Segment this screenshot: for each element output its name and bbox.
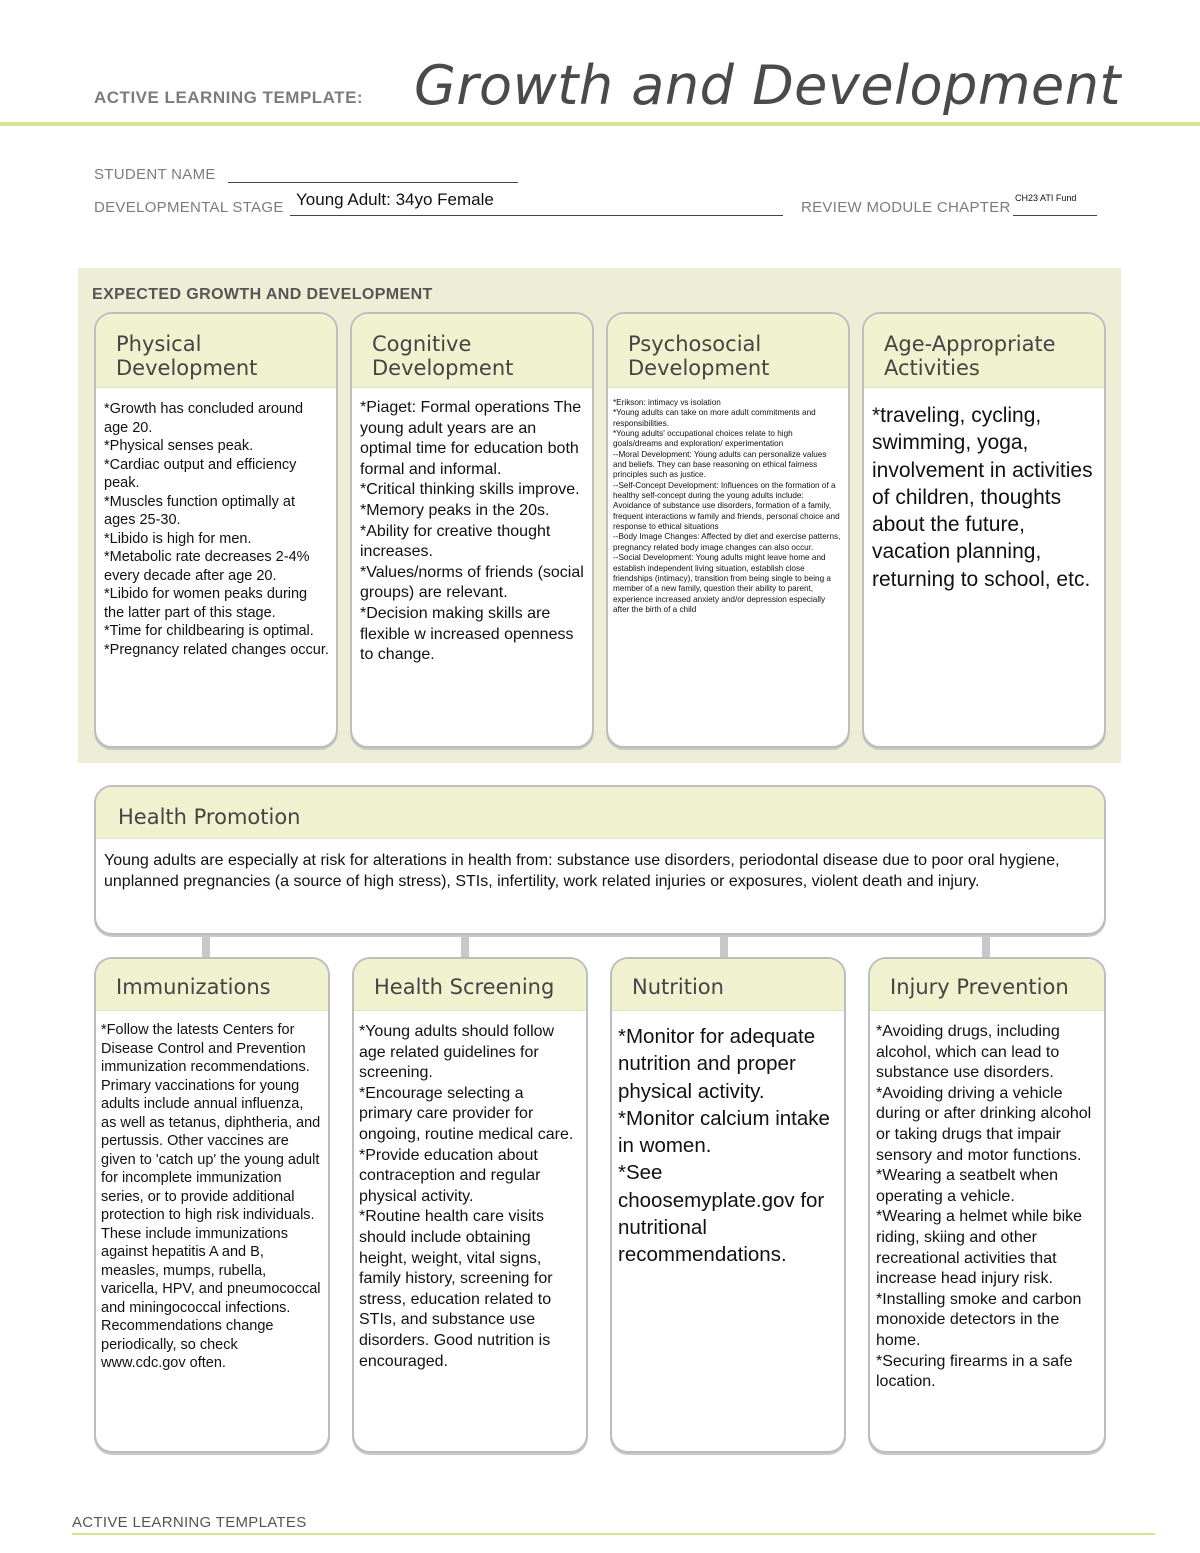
activities-title-line2: Activities [884,356,980,380]
student-name-field[interactable] [228,166,518,183]
injury-prevention-body[interactable] [870,1011,1104,1393]
cognitive-item: *Values/norms of friends (social groups) are relevant. [360,563,589,602]
health-screening-body[interactable] [354,1011,586,1372]
cognitive-item: *Piaget: Formal operations The young adult years are an optimal time for education both formal and informal. [360,399,586,478]
connector [720,935,728,959]
connector [202,935,210,959]
nutrition-header: Nutrition [612,959,844,1011]
health-promotion-body[interactable]: Young adults are especially at risk for alterations in health from: substance use disorders, periodontal disease due to poor oral hygiene, unplanned pregnancies (a source of high stress), STIs, infertility, work related injuries or exposures, violent death and injury. [104,852,1060,890]
psychosocial-development-card [606,312,850,748]
expected-section-title: EXPECTED GROWTH AND DEVELOPMENT [92,286,433,303]
cognitive-item: *Critical thinking skills improve. [360,481,580,499]
psychosocial-item: *Young adults can take on more adult commitments and responsibilities. [613,408,818,428]
cognitive-title-line1: Cognitive [372,332,472,356]
physical-title-line2: Development [116,356,258,380]
physical-development-header [96,314,336,388]
nutrition-body[interactable] [612,1011,844,1269]
injury-item: *Installing smoke and carbon monoxide detectors in the home. [876,1290,1086,1349]
cognitive-item: *Memory peaks in the 20s. [360,501,550,519]
physical-item: *Metabolic rate decreases 2-4% every decade after age 20. [104,549,318,584]
injury-item: *Avoiding driving a vehicle during or after drinking alcohol or taking drugs that impair sensory and motor functions. [876,1084,1096,1164]
injury-item: *Avoiding drugs, including alcohol, which can lead to substance use disorders. [876,1023,1065,1082]
connector [461,935,469,959]
physical-item: *Libido for women peaks during the latter part of this stage. [104,586,312,621]
physical-item: *Muscles function optimally at ages 25-30. [104,493,300,528]
health-promotion-card [94,785,1106,935]
activities-text: *traveling, cycling, swimming, yoga, involvement in activities of children, thoughts about the future, vacation planning, returning to school, etc. [872,404,1099,591]
age-appropriate-activities-card [862,312,1106,748]
cognitive-title-line2: Development [372,356,514,380]
screening-item: *Encourage selecting a primary care provider for ongoing, routine medical care. [359,1084,574,1143]
header-divider [0,122,1200,126]
nutrition-item: *See choosemyplate.gov for nutritional recommendations. [618,1161,830,1267]
cognitive-development-body[interactable] [352,388,592,666]
injury-item: *Wearing a helmet while bike riding, skiing and other recreational activities that increase head injury risk. [876,1208,1087,1288]
developmental-stage-label: DEVELOPMENTAL STAGE [94,199,284,216]
psychosocial-development-header [608,314,848,388]
immunizations-header: Immunizations [96,959,328,1011]
immunizations-body[interactable] [96,1011,328,1373]
psychosocial-item: --Moral Development: Young adults can personalize values and beliefs. They can base reasoning on ethical fairness principles such as justice. [613,449,829,480]
student-name-label: STUDENT NAME [94,166,216,183]
connector [982,935,990,959]
physical-title-line1: Physical [116,332,202,356]
nutrition-item: *Monitor for adequate nutrition and proper physical activity. [618,1025,821,1103]
screening-item: *Provide education about contraception and regular physical activity. [359,1146,545,1205]
psychosocial-item: *Erikson: intimacy vs isolation [613,398,721,407]
physical-development-body[interactable] [96,388,336,659]
footer-divider [72,1533,1155,1535]
cognitive-item: *Ability for creative thought increases. [360,522,555,561]
psychosocial-title-line1: Psychosocial [628,332,762,356]
injury-prevention-card [868,957,1106,1453]
screening-item: *Routine health care visits should include obtaining height, weight, vital signs, family history, screening for stress, education related to STIs, and substance use disorders. Good nutrition is encouraged. [359,1208,557,1370]
physical-item: *Physical senses peak. [104,438,254,454]
psychosocial-item: *Young adults' occupational choices relate to high goals/dreams and exploration/ experimentation [613,429,795,449]
template-label: ACTIVE LEARNING TEMPLATE: [94,88,364,107]
cognitive-development-card [350,312,594,748]
activities-header [864,314,1104,388]
cognitive-development-header [352,314,592,388]
review-module-label: REVIEW MODULE CHAPTER [801,199,1011,216]
physical-item: *Pregnancy related changes occur. [104,641,329,658]
screening-item: *Young adults should follow age related guidelines for screening. [359,1023,559,1082]
review-module-value: CH23 ATI Fund [1015,193,1077,203]
cognitive-item: *Decision making skills are flexible w increased openness to change. [360,604,578,664]
physical-item: *Cardiac output and efficiency peak. [104,456,301,491]
injury-item: *Securing firearms in a safe location. [876,1352,1077,1391]
psychosocial-item: --Self-Concept Development: Influences on the formation of a healthy self-concept during the young adults include: Avoidance of substance use disorders, formation of a family, frequent interactions w family and friends, personal choice and response to ethical situations [613,480,842,532]
psychosocial-item: --Social Development: Young adults might leave home and establish independent living situation, establish close friendships (intimacy), transition from being single to being a member of a new family, question their ability to parent, experience increased anxiety and/or depression especially after the birth of a child [613,553,834,614]
page-title: Growth and Development [414,54,1122,117]
activities-title-line1: Age-Appropriate [884,332,1056,356]
footer-label: ACTIVE LEARNING TEMPLATES [72,1514,307,1531]
nutrition-card [610,957,846,1453]
physical-item: *Growth has concluded around age 20. [104,401,308,436]
physical-development-card [94,312,338,748]
injury-item: *Wearing a seatbelt when operating a vehicle. [876,1167,1063,1205]
health-promotion-header: Health Promotion [96,787,1104,839]
immunizations-text: *Follow the latests Centers for Disease Control and Prevention immunization recommendations. Primary vaccinations for young adults include annual influenza, as well as tetanus, diphtheria, and pertussis. Other vaccines are given to 'catch up' the young adult for incomplete immunization series, or to provide additional protection to high risk individuals. These include immunizations against hepatitis A and B, measles, mumps, rubella, varicella, HPV, and pneumococcal and miningococcal infections. Recommendations change periodically, so check www.cdc.gov often. [101,1022,325,1371]
psychosocial-development-body[interactable] [608,388,848,615]
developmental-stage-value: Young Adult: 34yo Female [296,190,494,209]
physical-item: *Time for childbearing is optimal. [104,623,314,639]
psychosocial-item: --Body Image Changes: Affected by diet and exercise patterns, pregnancy related body image changes can also occur. [613,532,843,552]
physical-item: *Libido is high for men. [104,530,252,547]
immunizations-card [94,957,330,1453]
activities-body[interactable] [864,388,1104,593]
nutrition-item: *Monitor calcium intake in women. [618,1106,836,1158]
health-screening-card [352,957,588,1453]
psychosocial-title-line2: Development [628,356,770,380]
injury-prevention-header: Injury Prevention [870,959,1104,1011]
health-screening-header: Health Screening [354,959,586,1011]
